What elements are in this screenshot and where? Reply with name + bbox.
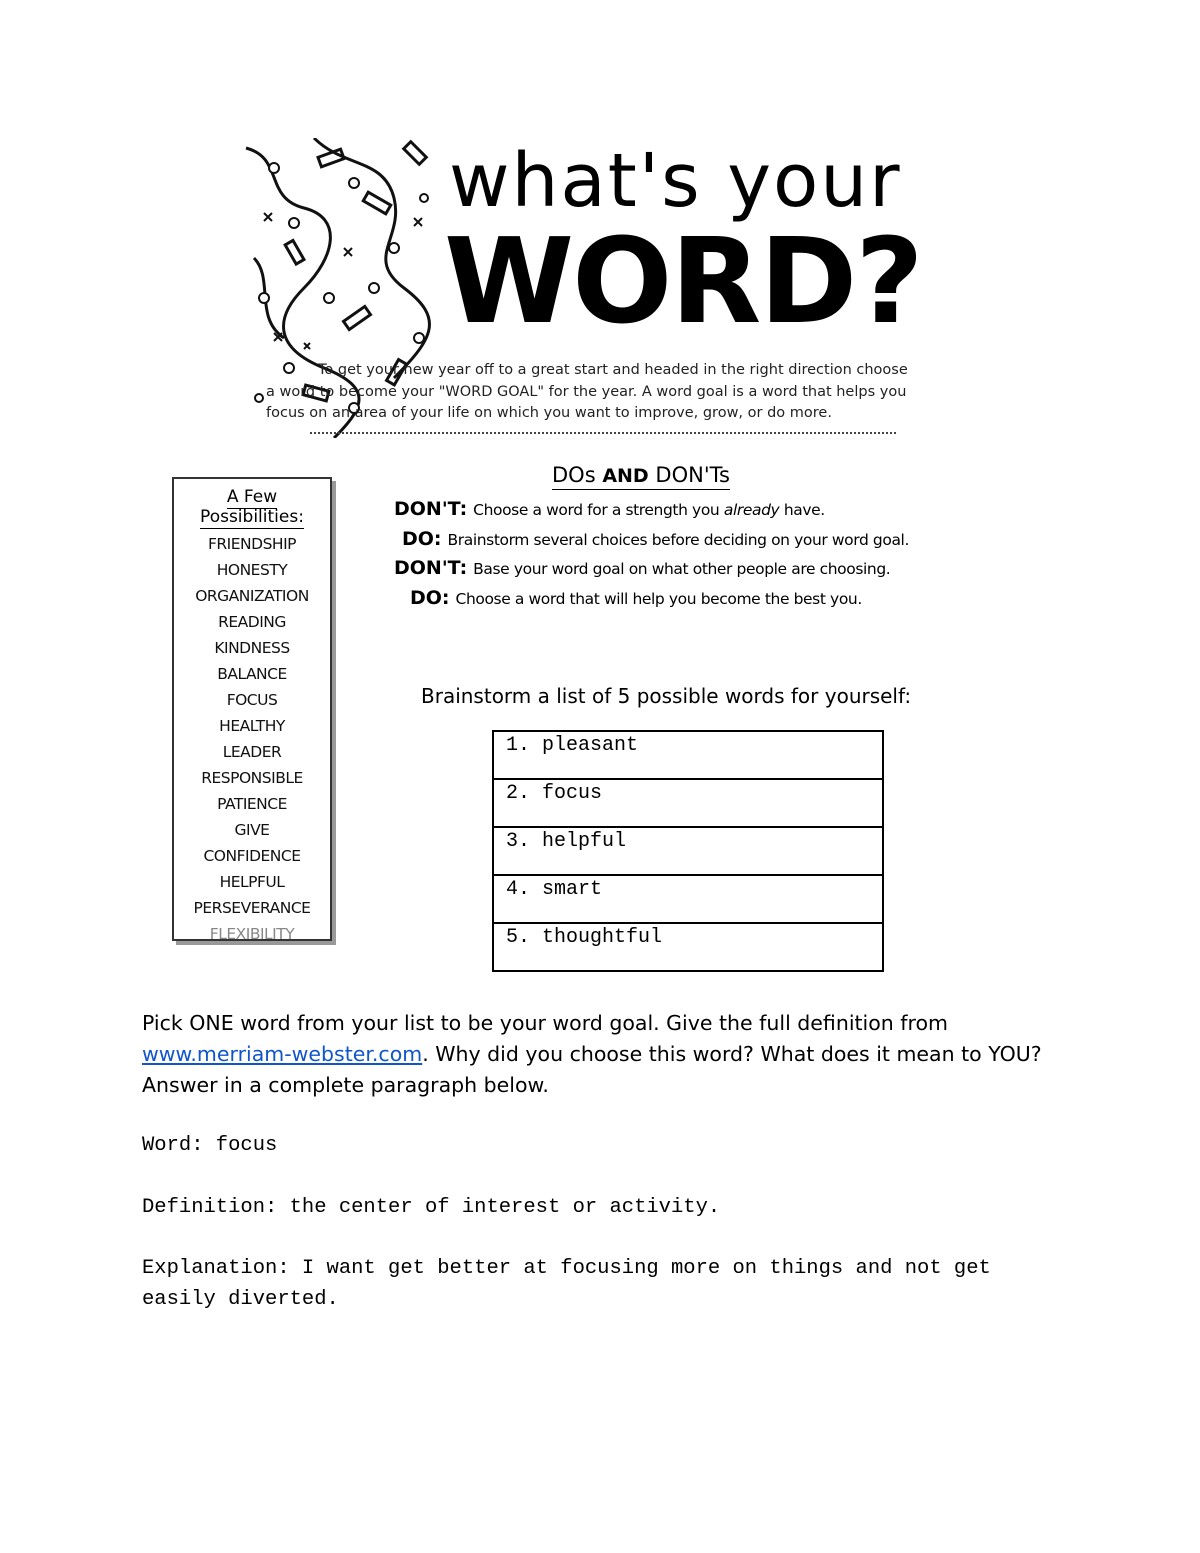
possibility-item: FRIENDSHIP [208,535,296,553]
dos-donts-title [552,462,730,490]
worksheet-header [244,138,964,438]
instructions-text-2: . Why did you choose this word? What does it mean to YOU? Answer in a complete paragraph below. [142,1042,1042,1097]
possibility-item: CONFIDENCE [203,847,301,865]
rule-emphasis: already [723,501,780,519]
possibility-item: FOCUS [226,691,278,709]
dos-donts-row [394,557,890,579]
dos-donts-row [402,528,909,550]
possibility-item: ORGANIZATION [195,587,309,605]
dos-donts-row [394,498,825,520]
merriam-webster-link[interactable]: www.merriam-webster.com [142,1042,423,1066]
possibility-item: LEADER [222,743,282,761]
dos-donts-row [410,587,862,609]
possibility-item: BALANCE [217,665,287,683]
dotted-divider [310,432,896,434]
brainstorm-prompt: Brainstorm a list of 5 possible words for yourself: [421,684,912,708]
brainstorm-cell[interactable]: 4. smart [493,875,883,923]
rule-key: DO: [410,587,450,609]
possibilities-heading-text: A Few Possibilities: [200,487,304,527]
instructions-paragraph [142,1008,1062,1101]
possibility-item: READING [218,613,286,631]
rule-key: DON'T: [394,557,468,579]
rule-key: DON'T: [394,498,468,520]
intro-line-3: focus on an area of your life on which you want to improve, grow, or do more. [266,405,832,421]
answer-explanation[interactable]: Explanation: I want get better at focusing more on things and not get easily diverted. [142,1257,991,1311]
possibility-item: KINDNESS [214,639,290,657]
brainstorm-cell[interactable]: 2. focus [493,779,883,827]
possibility-item: HONESTY [216,561,288,579]
title-line-1: what's your [449,138,902,224]
instructions-text-1: Pick ONE word from your list to be your word goal. Give the full definition from [142,1011,949,1035]
possibility-item: HEALTHY [219,717,285,735]
rule-text: Brainstorm several choices before deciding on your word goal. [447,531,909,549]
rule-text: Choose a word that will help you become the best you. [455,590,862,608]
possibility-item: FLEXIBILITY [209,925,295,943]
dos-title-and: AND [602,465,649,487]
brainstorm-cell[interactable]: 5. thoughtful [493,923,883,971]
brainstorm-cell[interactable]: 3. helpful [493,827,883,875]
possibilities-list [174,531,330,947]
intro-line-1: To get your new year off to a great start and headed in the right direction choose [318,362,908,378]
brainstorm-table [492,730,884,972]
donts-title-part: DON'Ts [655,463,730,487]
rule-text: Base your word goal on what other people are choosing. [473,560,891,578]
brainstorm-cell[interactable]: 1. pleasant [493,731,883,779]
answer-word[interactable]: Word: focus [142,1134,278,1157]
possibility-item: GIVE [234,821,270,839]
possibility-item: HELPFUL [219,873,285,891]
rule-text: Choose a word for a strength you [473,501,724,519]
possibility-item: PERSEVERANCE [193,899,311,917]
possibilities-heading [174,487,330,527]
intro-paragraph [266,360,966,425]
dos-title-part: DOs [552,463,596,487]
answer-definition[interactable]: Definition: the center of interest or activity. [142,1196,721,1219]
rule-text-end: have. [779,501,825,519]
intro-line-2: a word to become your "WORD GOAL" for the year. A word goal is a word that helps you [266,383,907,400]
possibility-item: RESPONSIBLE [201,769,303,787]
possibilities-card [172,477,332,941]
rule-key: DO: [402,528,442,550]
possibility-item: PATIENCE [217,795,287,813]
title-line-2: WORD? [444,212,922,350]
